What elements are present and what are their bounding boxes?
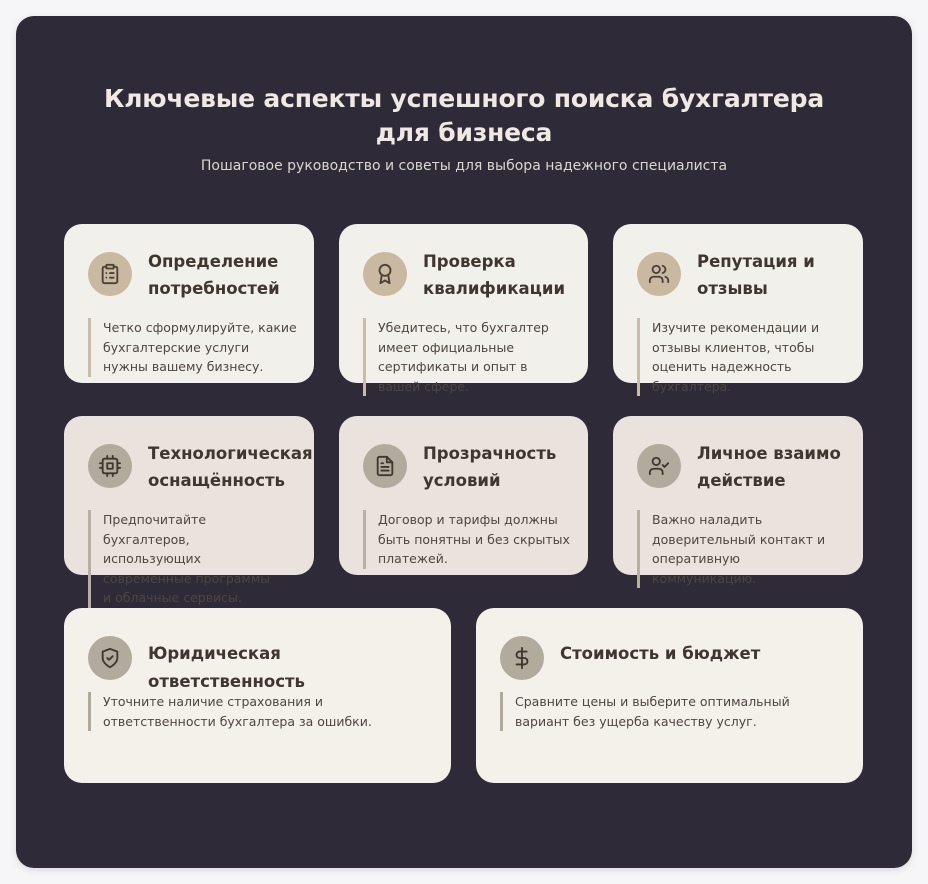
card-interaction bbox=[613, 416, 863, 586]
card-transparency bbox=[339, 416, 588, 575]
card-reputation bbox=[613, 224, 863, 394]
award-ribbon-icon bbox=[363, 252, 407, 296]
dollar-sign-icon bbox=[500, 636, 544, 680]
card-description: Четко сформулируйте, какие бухгалтерские услуги нужны вашему бизнесу. bbox=[88, 318, 298, 377]
card-description: Изучите рекомендации и отзывы клиентов, чтобы оценить надежность бухгалтера. bbox=[637, 318, 847, 396]
card-description: Убедитесь, что бухгалтер имеет официальные сертификаты и опыт в вашей сфере. bbox=[363, 318, 572, 396]
card-technology bbox=[64, 416, 314, 605]
clipboard-list-icon bbox=[88, 252, 132, 296]
cpu-chip-icon bbox=[88, 444, 132, 488]
card-description: Сравните цены и выберите оптимальный вариант без ущерба качеству услуг. bbox=[500, 692, 843, 731]
card-description: Договор и тарифы должны быть понятны и без скрытых платежей. bbox=[363, 510, 572, 569]
card-description: Уточните наличие страхования и ответственности бухгалтера за ошибки. bbox=[88, 692, 431, 731]
card-title: Технологическая оснащённость bbox=[148, 444, 313, 490]
file-text-icon bbox=[363, 444, 407, 488]
card-cost bbox=[476, 608, 863, 783]
page-title: Ключевые аспекты успешного поиска бухгалтера для бизнеса bbox=[103, 84, 825, 147]
card-title: Личное взаимодействие bbox=[697, 444, 841, 490]
card-title: Юридическая ответственность bbox=[148, 644, 305, 691]
card-description: Важно наладить доверительный контакт и оперативную коммуникацию. bbox=[637, 510, 833, 588]
card-title: Прозрачность условий bbox=[423, 444, 557, 490]
users-icon bbox=[637, 252, 681, 296]
card-title: Проверка квалификации bbox=[423, 252, 566, 298]
card-title: Репутация и отзывы bbox=[697, 252, 815, 298]
card-needs bbox=[64, 224, 314, 383]
card-qualification bbox=[339, 224, 588, 394]
card-legal bbox=[64, 608, 451, 783]
card-title: Стоимость и бюджет bbox=[560, 644, 761, 663]
shield-check-icon bbox=[88, 636, 132, 680]
card-title: Определение потребностей bbox=[148, 252, 280, 298]
user-check-icon bbox=[637, 444, 681, 488]
card-description: Предпочитайте бухгалтеров, использующих современные программы и облачные сервисы. bbox=[88, 510, 274, 608]
page-subtitle: Пошаговое руководство и советы для выбора надежного специалиста bbox=[200, 158, 728, 174]
